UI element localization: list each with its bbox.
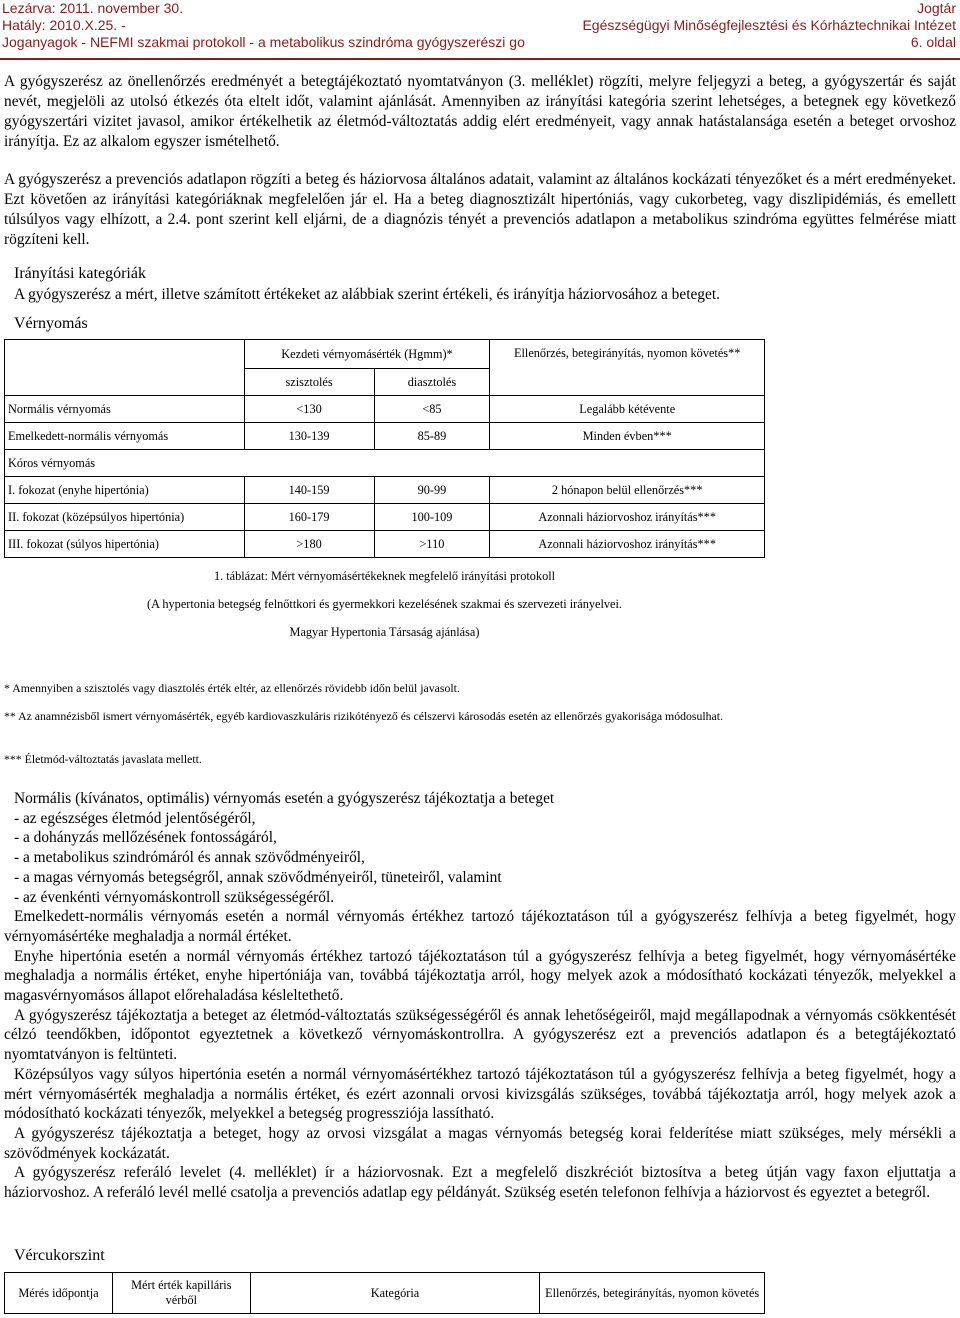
list-item: - a metabolikus szindrómáról és annak szövődményeiről,	[14, 849, 365, 867]
table-header-cell: Kezdeti vérnyomásérték (Hgmm)*	[244, 340, 490, 369]
header-effective-date: Hatály: 2010.X.25. -	[2, 17, 126, 33]
table-cell: >110	[374, 531, 490, 558]
table-cell: Kóros vérnyomás	[5, 450, 765, 477]
table-row	[5, 396, 765, 423]
table-header-cell: diasztolés	[374, 369, 490, 396]
table-header-cell: Mérés időpontja	[5, 1273, 113, 1314]
table-cell: 130-139	[244, 423, 374, 450]
normal-bp-intro: Normális (kívánatos, optimális) vérnyomás esetén a gyógyszerész tájékoztatja a beteget	[14, 790, 555, 807]
section-title: Irányítási kategóriák	[14, 265, 146, 282]
body-paragraph: Emelkedett-normális vérnyomás esetén a normál vérnyomás értékhez tartozó tájékoztatáson túl a gyógyszerész felhívja a beteg figyelmét, hogy vérnyomásértéke meghaladja a normál értéket.	[4, 908, 956, 945]
body-paragraph: Középsúlyos vagy súlyos hipertónia esetén a normál vérnyomásértékhez tartozó tájékoztatáson túl a gyógyszerész felhívja a beteg figyelmét, hogy a mért vérnyomásérték meghaladja a normális értéket, és ezért azonnali orvosi kivizsgálás szükséges, továbbá tájékoztatja arról, hogy melyek azok a módosítható kockázati tényezők, melyekkel a betegség progressziója lassítható.	[4, 1065, 956, 1123]
table-header-cell: Kategória	[250, 1273, 540, 1314]
table-header-row	[5, 1273, 765, 1314]
table-row	[5, 531, 765, 558]
table-cell: Azonnali háziorvoshoz irányítás***	[490, 531, 765, 558]
header-source: Jogtár	[917, 0, 956, 16]
table-cell: III. fokozat (súlyos hipertónia)	[5, 531, 245, 558]
blood-sugar-table	[4, 1272, 765, 1314]
table-cell: Azonnali háziorvoshoz irányítás***	[490, 504, 765, 531]
sugar-title: Vércukorszint	[14, 1247, 105, 1264]
table-row	[5, 477, 765, 504]
table-cell: 90-99	[374, 477, 490, 504]
table-cell: >180	[244, 531, 374, 558]
table-cell: 100-109	[374, 504, 490, 531]
table-row	[5, 450, 765, 477]
footnote: ** Az anamnézisből ismert vérnyomásérték, egyéb kardiovaszkuláris rizikótényező és célszervi károsodás esetén az ellenőrzés gyakorisága módosulhat.	[4, 709, 724, 723]
intro-paragraph: A gyógyszerész az önellenőrzés eredményét a betegtájékoztató nyomtatványon (3. melléklet) rögzíti, melyre feljegyzi a beteg, a gyógyszertár és saját nevét, megjelöli az utolsó étkezés óta eltelt időt, valamint ajánlását. Amennyiben az irányítási kategória szerint lehetséges, a betegnek egy következő gyógyszertári vizitet javasol, amikor értékelhetik az életmód-változtatás addig elért eredményeit, vagy annak hatástalansága esetén a beteget orvoshoz irányítja. Ez az alkalom egyszer ismételhető.	[4, 73, 956, 150]
table-cell: Legalább kétévente	[490, 396, 765, 423]
body-paragraph: A gyógyszerész tájékoztatja a beteget, hogy az orvosi vizsgálat a magas vérnyomás betegség korai felderítése miatt szükséges, mely mérsékli a szövődmények kockázatát.	[4, 1124, 956, 1162]
list-item: - a magas vérnyomás betegségről, annak szövődményeiről, tüneteiről, valamint	[14, 868, 502, 886]
table-cell: I. fokozat (enyhe hipertónia)	[5, 477, 245, 504]
intro-paragraph: A gyógyszerész a prevenciós adatlapon rögzíti a beteg és háziorvosa általános adatait, valamint az általános kockázati tényezőket és a mért eredményeket. Ezt követően az irányítási kategóriáknak megfelelően jár el. Ha a beteg diagnosztizált hipertóniás, vagy cukorbeteg, vagy diszlipidémiás, és emellett túlsúlyos vagy elhízott, a 2.4. pont szerint kell eljárni, de a diagnózis tényét a prevenciós adatlapon a metabolikus szindróma együttes felmérése miatt rögzíteni kell.	[4, 171, 956, 248]
header-page-number: 6. oldal	[910, 34, 956, 50]
list-item: - az egészséges életmód jelentőségéről,	[14, 809, 256, 827]
table-header-cell: szisztolés	[244, 369, 374, 396]
table-header-cell: Ellenőrzés, betegirányítás, nyomon követés	[540, 1273, 765, 1314]
body-paragraph: A gyógyszerész referáló levelet (4. melléklet) ír a háziorvosnak. Ezt a megfelelő diszkréciót biztosítva a beteg útján vagy faxon eljuttatja a háziorvoshoz. A referáló levél mellé csatolja a prevenciós adatlap egy példányát. Szükség esetén telefonon felhívja a háziorvost és egyeztet a betegről.	[4, 1164, 956, 1202]
table-cell: <85	[374, 396, 490, 423]
table-cell: <130	[244, 396, 374, 423]
header-institute: Egészségügyi Minőségfejlesztési és Kórháztechnikai Intézet	[582, 17, 956, 33]
table-cell: 2 hónapon belül ellenőrzés***	[490, 477, 765, 504]
bp-title: Vérnyomás	[14, 315, 88, 332]
table-cell: Emelkedett-normális vérnyomás	[5, 423, 245, 450]
header-document-path: Joganyagok - NEFMI szakmai protokoll - a metabolikus szindróma gyógyszerészi go	[2, 34, 525, 50]
body-paragraph: A gyógyszerész tájékoztatja a beteget az életmód-változtatás szükségességéről és annak lehetőségeiről, majd megállapodnak a vérnyomás csökkentését célzó teendőkben, időpontot egyeztetnek a következő vérnyomáskontrollra. A gyógyszerész ezt a prevenciós adatlapon és a betegtájékoztató nyomtatványon is feltünteti.	[4, 1006, 956, 1064]
footnote: * Amennyiben a szisztolés vagy diasztolés érték eltér, az ellenőrzés rövidebb időn belül javasolt.	[4, 681, 460, 695]
blood-pressure-table	[4, 339, 765, 558]
header-closed-date: Lezárva: 2011. november 30.	[2, 0, 184, 16]
table-cell: 85-89	[374, 423, 490, 450]
table-cell	[5, 340, 245, 396]
table-cell: 140-159	[244, 477, 374, 504]
list-item: - az évenkénti vérnyomáskontroll szükségességéről.	[14, 888, 335, 906]
normal-bp-guidance	[4, 789, 956, 1203]
table-caption: 1. táblázat: Mért vérnyomásértékeknek megfelelő irányítási protokoll	[213, 569, 556, 583]
body-paragraph: Enyhe hipertónia esetén a normál vérnyomás értékhez tartozó tájékoztatáson túl a gyógyszerész felhívja a beteg figyelmét, hogy vérnyomásértéke meghaladja a normális értéket, enyhe hipertóniája van, továbbá tájékoztatja arról, hogy melyek azok a módosítható kockázati tényezők, melyekkel a magasvérnyomásos állapot előrehaladása késleltethető.	[4, 947, 956, 1005]
table-row	[5, 504, 765, 531]
table-cell: Normális vérnyomás	[5, 396, 245, 423]
header-left	[2, 0, 525, 51]
list-item: - a dohányzás mellőzésének fontosságáról,	[14, 829, 277, 847]
table-header-cell: Mért érték kapilláris vérből	[112, 1273, 250, 1314]
footnote: *** Életmód-változtatás javaslata mellett.	[4, 752, 202, 766]
table-cell: 160-179	[244, 504, 374, 531]
table-row	[5, 423, 765, 450]
section-text: A gyógyszerész a mért, illetve számított értékeket az alábbiak szerint értékeli, és irányítja háziorvosához a beteget.	[14, 286, 720, 303]
table-caption-source: Magyar Hypertonia Társaság ajánlása)	[289, 625, 480, 639]
document-header	[0, 0, 960, 58]
table-cell: II. fokozat (középsúlyos hipertónia)	[5, 504, 245, 531]
table-cell: Minden évben***	[490, 423, 765, 450]
table-caption-source: (A hypertonia betegség felnőttkori és gyermekkori kezelésének szakmai és szervezeti irányelvei.	[147, 597, 622, 611]
table-header-cell: Ellenőrzés, betegirányítás, nyomon követés**	[490, 340, 765, 396]
table-header-row	[5, 340, 765, 369]
header-right	[582, 0, 956, 51]
header-divider	[0, 58, 960, 60]
